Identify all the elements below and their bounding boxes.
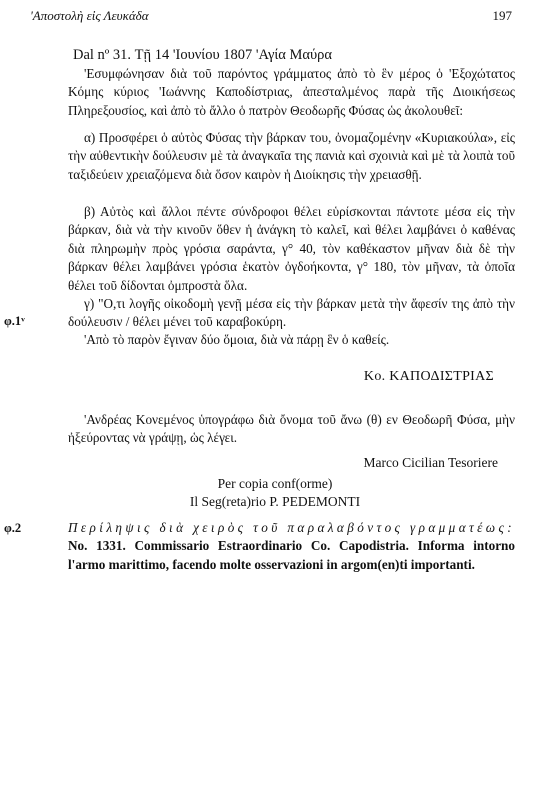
running-title: 'Αποστολὴ εἰς Λευκάδα [30, 8, 149, 23]
summary-text: No. 1331. Commissario Estraordinario Co. Capodistria. Informa intorno l'armo marittimo, facendo molte osservazioni in argom(en)ti importanti. [68, 538, 515, 572]
summary-spaced-heading: Περίληψις διὰ χειρὸς τοῦ παραλαβόντος γραμματέως: [68, 520, 515, 535]
document-heading: Dal nº 31. Τῇ 14 'Ιουνίου 1807 'Αγία Μαύρα [73, 47, 332, 63]
page-number: 197 [492, 8, 512, 23]
clause-b-paragraph: β) Αὐτὸς καὶ ἄλλοι πέντε σύνδροφοι θέλει εὑρίσκονται πάντοτε μέσα εἰς τὴν βάρκαν, διὰ νὰ τὴν κινοῦν ὅθεν ἡ ἀνάγκη τὸ καλεῖ, καὶ θέλει λαμβάνει ὁ καθένας διὰ πληρωμὴν πρὸς γρόσια σαράντα, γ° 40, τὸν καθέκαστον μῆναν διὰ δὲ τὴν βάρκαν θέλει λαμβάνει γρόσια ἑκατὸν ὀγδοήκοντα, γ° 180, τὸν μῆναν, τὰ ὁποῖα θέλει τοῦ δίδονται ὀμπροστὰ ὅλα. [68, 204, 515, 293]
andreas-note-paragraph: 'Ανδρέας Κονεμένος ὑπογράφω διὰ ὄνομα τοῦ ἄνω (θ) εν Θεοδωρῆ Φύσα, μὴν ἠξεύροντας νὰ γράψῃ, ὡς λέγει. [68, 412, 515, 446]
closing-paragraph: 'Απὸ τὸ παρὸν ἔγιναν δύο ὅμοια, διὰ νὰ πάρῃ ἓν ὁ καθείς. [84, 332, 390, 347]
treasurer-signature: Marco Cicilian Tesoriere [363, 455, 498, 470]
summary-paragraph [68, 519, 515, 574]
signature-kapodistrias: Κο. ΚΑΠΟΔΙΣΤΡΙΑΣ [363, 369, 494, 384]
clause-a-paragraph: α) Προσφέρει ὁ αὐτὸς Φύσας τὴν βάρκαν του, ὀνομαζομένην «Κυριακούλα», εἰς τὴν αὐθεντικὴν δούλευσιν μὲ τὰ ἀναγκαῖα της πανιὰ καὶ σχοινιὰ καὶ μὲ τὰ λοιπὰ τοῦ ταξιδεύειν χρειαζόμενα διὰ ὅσον καιρὸν ἡ Διοίκησις τὴν χρειασθῇ. [68, 130, 515, 182]
clause-c-paragraph: γ) "Ο,τι λογῆς οἰκοδομὴ γενῇ μέσα εἰς τὴν βάρκαν μετὰ τὴν ἄφεσίν της ἀπὸ τὴν δούλευσιν / θέλει μένει τοῦ καραβοκύρη. [68, 296, 515, 330]
intro-paragraph: 'Εσυμφώνησαν διὰ τοῦ παρόντος γράμματος ἀπὸ τὸ ἓν μέρος ὁ 'Εξοχώτατος Κόμης κύριος 'Ιωάννης Καποδίστριας, ἀπεσταλμένος παρὰ τῆς Διοικήσεως Πληρεξουσίος, καὶ ἀπὸ τὸ ἄλλο ὁ πατρὸν Θεοδωρῆς Φύσας ὡς ἀκολουθεῖ: [68, 66, 515, 118]
margin-note-folio-1v: φ.1ᵛ [4, 314, 25, 328]
copia-line-1: Per copia conf(orme) [217, 476, 333, 491]
copia-line-2: Il Seg(reta)rio P. PEDEMONTI [189, 494, 361, 509]
margin-note-folio-2: φ.2 [4, 521, 22, 535]
